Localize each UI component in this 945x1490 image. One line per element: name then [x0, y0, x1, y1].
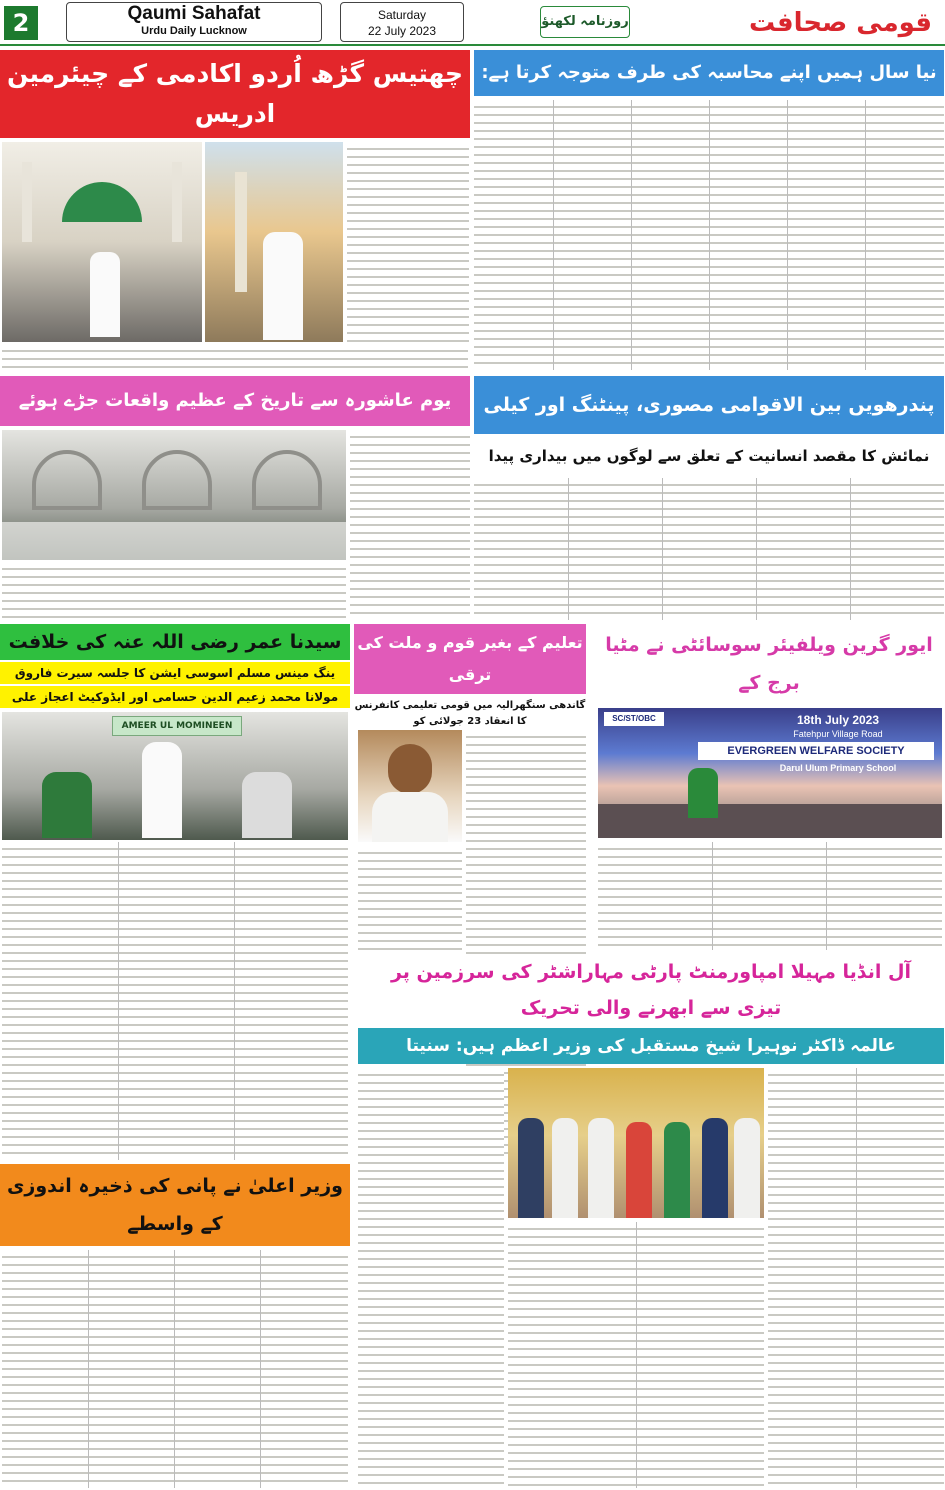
exhibition-body-text [474, 478, 944, 620]
paper-name: Qaumi Sahafat [127, 3, 261, 24]
mahila-subheadline: عالمہ ڈاکٹر نوہیرا شیخ مستقبل کی وزیر اعظم ہیں: سنیتا [358, 1028, 944, 1064]
evergreen-banner-school: Darul Ulum Primary School [779, 763, 897, 773]
exhibition-headline: پندرھویں بین الاقوامی مصوری، پینٹنگ اور کیلی [474, 376, 944, 434]
ashura-headline: یوم عاشورہ سے تاریخ کے عظیم واقعات جڑے ہوئے [0, 376, 470, 426]
evergreen-headline-line1: ایور گرین ویلفیئر سوسائٹی نے مٹیا برج کے [605, 634, 933, 694]
mahila-headline: آل انڈیا مہیلا امپاورمنٹ پارٹی مہاراشٹر کی سرزمین پر تیزی سے ابھرنے والی تحریک [358, 954, 944, 1026]
mahila-body-text-left [358, 1068, 504, 1488]
exhibition-subheadline: نمائش کا مقصد انسانیت کے تعلق سے لوگوں میں بیداری پیدا [474, 436, 944, 476]
water-body-text [2, 1250, 348, 1488]
ashura-photo [2, 430, 346, 560]
issue-day: Saturday [377, 8, 427, 22]
idris-body-text [347, 142, 469, 342]
water-headline-line1: وزیر اعلیٰ نے پانی کی ذخیرہ اندوزی کے واسطے [7, 1175, 343, 1235]
mahila-photo [508, 1068, 764, 1218]
evergreen-banner-left: SC/ST/OBC [604, 712, 664, 726]
evergreen-banner-date: 18th July 2023 [796, 713, 880, 727]
evergreen-headline [594, 624, 944, 706]
education-headline-line2 [354, 691, 586, 694]
ghiyas-headline: نیا سال ہمیں اپنے محاسبہ کی طرف متوجہ کرتا ہے: [474, 50, 944, 96]
umar-photo-banner: AMEER UL MOMINEEN [112, 716, 242, 736]
ashura-caption-text [2, 562, 346, 620]
umar-photo [2, 712, 348, 840]
idris-caption-text [2, 344, 468, 370]
umar-headline: سیدنا عمر رضی اللہ عنہ کی خلافت [0, 624, 350, 660]
idris-photo-1 [2, 142, 202, 342]
idris-headline [0, 50, 470, 138]
evergreen-banner-org: EVERGREEN WELFARE SOCIETY [698, 742, 934, 760]
paper-name-box [66, 2, 322, 42]
masthead [0, 0, 945, 46]
education-portrait [358, 730, 462, 842]
urdu-logo: قومی صحافت [749, 8, 932, 38]
evergreen-body-text [598, 842, 942, 950]
umar-subheadline-2: مولانا محمد زعیم الدین حسامی اور ایڈوکیٹ اعجاز علی [0, 686, 350, 708]
page-number: 2 [4, 6, 38, 40]
water-headline [0, 1164, 350, 1246]
education-subheadline: گاندھی سنگھرالیہ میں قومی تعلیمی کانفرنس کا انعقاد 23 جولائی کو [354, 696, 586, 728]
water-headline-line2 [0, 1243, 350, 1246]
evergreen-headline-line2 [594, 702, 944, 706]
umar-body-text [2, 842, 348, 1160]
evergreen-photo [598, 708, 942, 838]
ashura-body-text [350, 430, 470, 620]
idris-headline-line1: چھتیس گڑھ اُردو اکادمی کے چیئرمین ادریس [6, 59, 464, 128]
education-headline-line1: تعلیم کے بغیر قوم و ملت کی ترقی [357, 633, 583, 684]
city-line: روزنامہ لکھنؤ [540, 6, 630, 38]
paper-subtitle: Urdu Daily Lucknow [141, 25, 247, 37]
umar-subheadline-1: ینگ مینس مسلم اسوسی ایشن کا جلسہ سیرت فاروق [0, 662, 350, 684]
education-headline [354, 624, 586, 694]
idris-headline-line2 [0, 134, 470, 138]
evergreen-banner-place: Fatehpur Village Road [793, 729, 883, 739]
issue-date: 22 July 2023 [367, 24, 437, 38]
idris-photo-2 [205, 142, 343, 342]
date-box [340, 2, 464, 42]
